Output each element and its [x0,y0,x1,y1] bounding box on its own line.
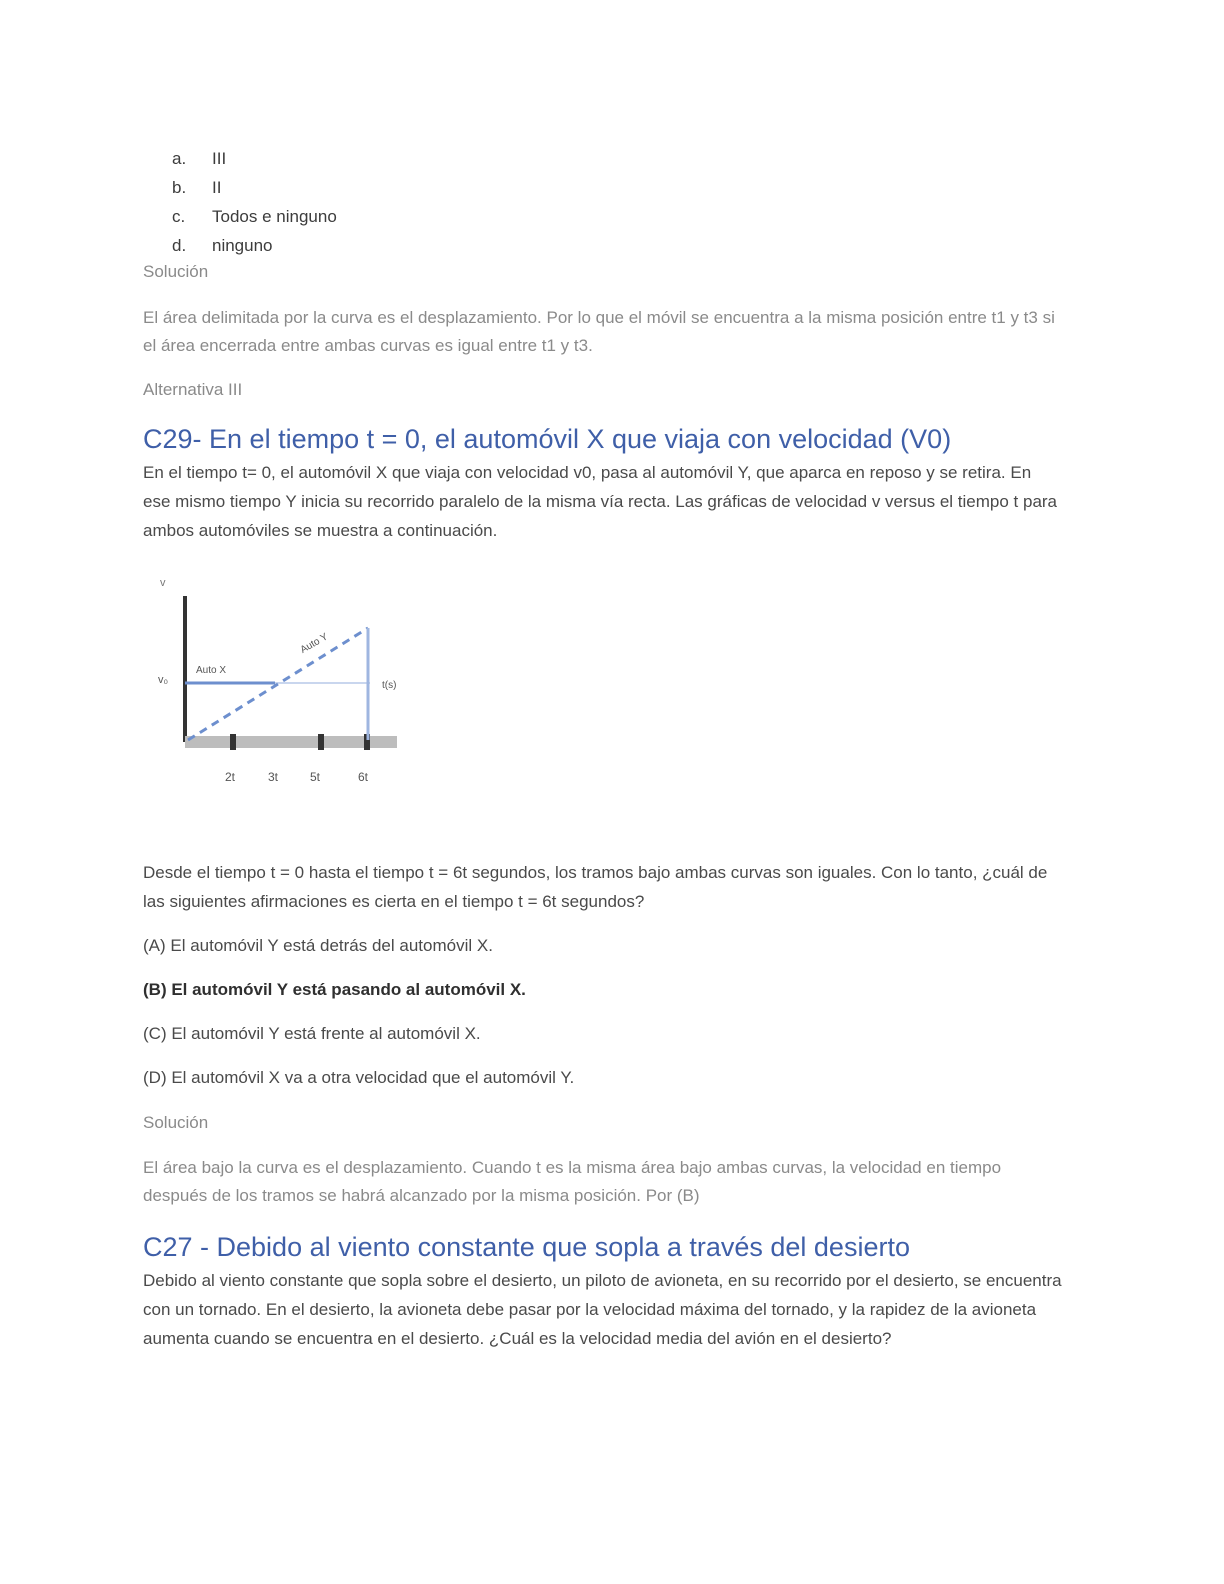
t-axis-label: t(s) [382,680,397,691]
solution-answer: Alternativa III [143,380,243,399]
solution-label: Solución [143,1113,209,1132]
tick-label: 6t [358,770,369,784]
tick-mark [230,734,236,750]
question-heading: C27 - Debido al viento constante que sopla a través del desierto [143,1232,910,1262]
question-intro: En el tiempo t= 0, el automóvil X que viaja con velocidad v0, pasa al automóvil Y, que aparca en reposo y se retira. En ese mismo tiempo Y inicia su recorrido paralelo de la misma vía recta. Las gráficas de velocidad v versus el tiempo t para ambos automóviles se muestra a continuación. [143,463,1058,540]
option-item [172,204,337,233]
answer-choice-a: (A) El automóvil Y está detrás del automóvil X. [143,936,493,955]
solution-text: El área bajo la curva es el desplazamiento. Cuando t es la misma área bajo ambas curvas, la velocidad en tiempo después de los tramos se habrá alcanzado por la misma posición. Por (B) [143,1158,1002,1205]
y-axis-label: v [160,577,166,589]
option-text: ninguno [212,236,273,255]
option-text: II [212,178,222,197]
option-letter: b. [172,178,187,197]
auto-y-label: Auto Y [298,631,330,656]
velocity-time-graph [150,570,420,800]
option-letter: c. [172,207,186,226]
question-body: Debido al viento constante que sopla sobre el desierto, un piloto de avioneta, en su recorrido por el desierto, se encuentra con un tornado. En el desierto, la avioneta debe pasar por la velocidad máxima del tornado, y la rapidez de la avioneta aumenta cuando se encuentra en el desierto. ¿Cuál es la velocidad media del avión en el desierto? [143,1271,1062,1348]
option-text: Todos e ninguno [212,207,337,226]
tick-label: 2t [225,770,236,784]
option-text: III [212,149,227,168]
question-body: Desde el tiempo t = 0 hasta el tiempo t = 6t segundos, los tramos bajo ambas curvas son iguales. Con lo tanto, ¿cuál de las siguientes afirmaciones es cierta en el tiempo t = 6t segundos? [143,863,1048,911]
question-heading: C29- En el tiempo t = 0, el automóvil X que viaja con velocidad (V0) [143,424,952,454]
tick-mark [318,734,324,750]
answer-choice-d: (D) El automóvil X va a otra velocidad que el automóvil Y. [143,1068,575,1087]
answer-choice-c: (C) El automóvil Y está frente al automóvil X. [143,1024,481,1043]
option-letter: a. [172,149,187,168]
answer-choice-b: (B) El automóvil Y está pasando al automóvil X. [143,980,526,999]
option-item [172,146,337,175]
option-item [172,175,337,204]
auto-x-label: Auto X [196,665,227,676]
solution-text: El área delimitada por la curva es el desplazamiento. Por lo que el móvil se encuentra a la misma posición entre t1 y t3 si el área encerrada entre ambas curvas es igual entre t1 y t3. [143,308,1055,355]
tick-label: 5t [310,770,321,784]
tick-label: 3t [268,770,279,784]
v0-label: v₀ [158,674,169,686]
solution-label: Solución [143,262,209,281]
options-list [172,146,337,262]
option-letter: d. [172,236,187,255]
